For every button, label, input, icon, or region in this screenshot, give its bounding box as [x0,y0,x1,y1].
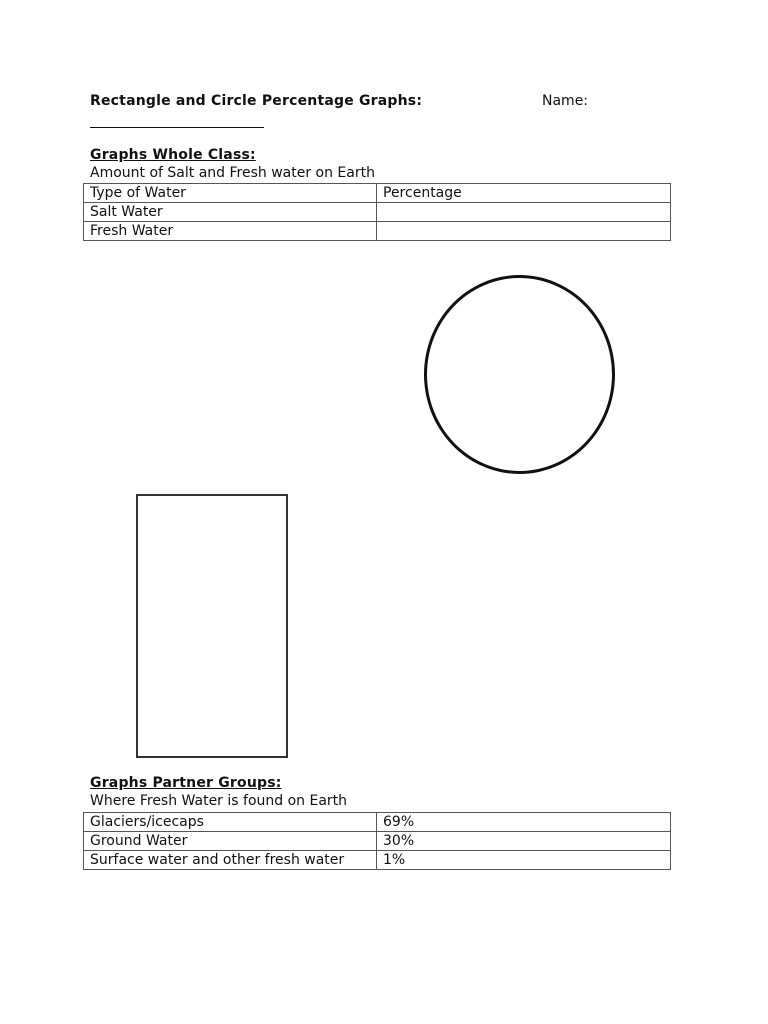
table-cell: 30% [377,832,671,851]
table-row [84,813,671,832]
table-cell: Ground Water [84,832,377,851]
table-cell: 1% [377,851,671,870]
table-row [84,832,671,851]
whole-class-heading: Graphs Whole Class: [90,147,256,163]
circle-graph-outline [424,275,615,474]
whole-class-table [83,183,671,241]
name-label: Name: [542,93,589,109]
table-cell: 69% [377,813,671,832]
table-row [84,203,671,222]
table-cell: Fresh Water [84,222,377,241]
page-title: Rectangle and Circle Percentage Graphs: [90,93,423,109]
header-cell-percentage: Percentage [377,184,671,203]
partner-groups-subtitle: Where Fresh Water is found on Earth [90,793,348,809]
partner-groups-table [83,812,671,870]
table-row [84,851,671,870]
table-cell: Salt Water [84,203,377,222]
table-cell-blank [377,222,671,241]
name-blank-line [90,127,264,128]
header-cell-type: Type of Water [84,184,377,203]
table-row [84,222,671,241]
whole-class-subtitle: Amount of Salt and Fresh water on Earth [90,165,375,181]
partner-groups-heading: Graphs Partner Groups: [90,775,282,791]
rectangle-graph-outline [136,494,288,758]
table-cell: Glaciers/icecaps [84,813,377,832]
table-cell: Surface water and other fresh water [84,851,377,870]
table-cell-blank [377,203,671,222]
table-header-row [84,184,671,203]
